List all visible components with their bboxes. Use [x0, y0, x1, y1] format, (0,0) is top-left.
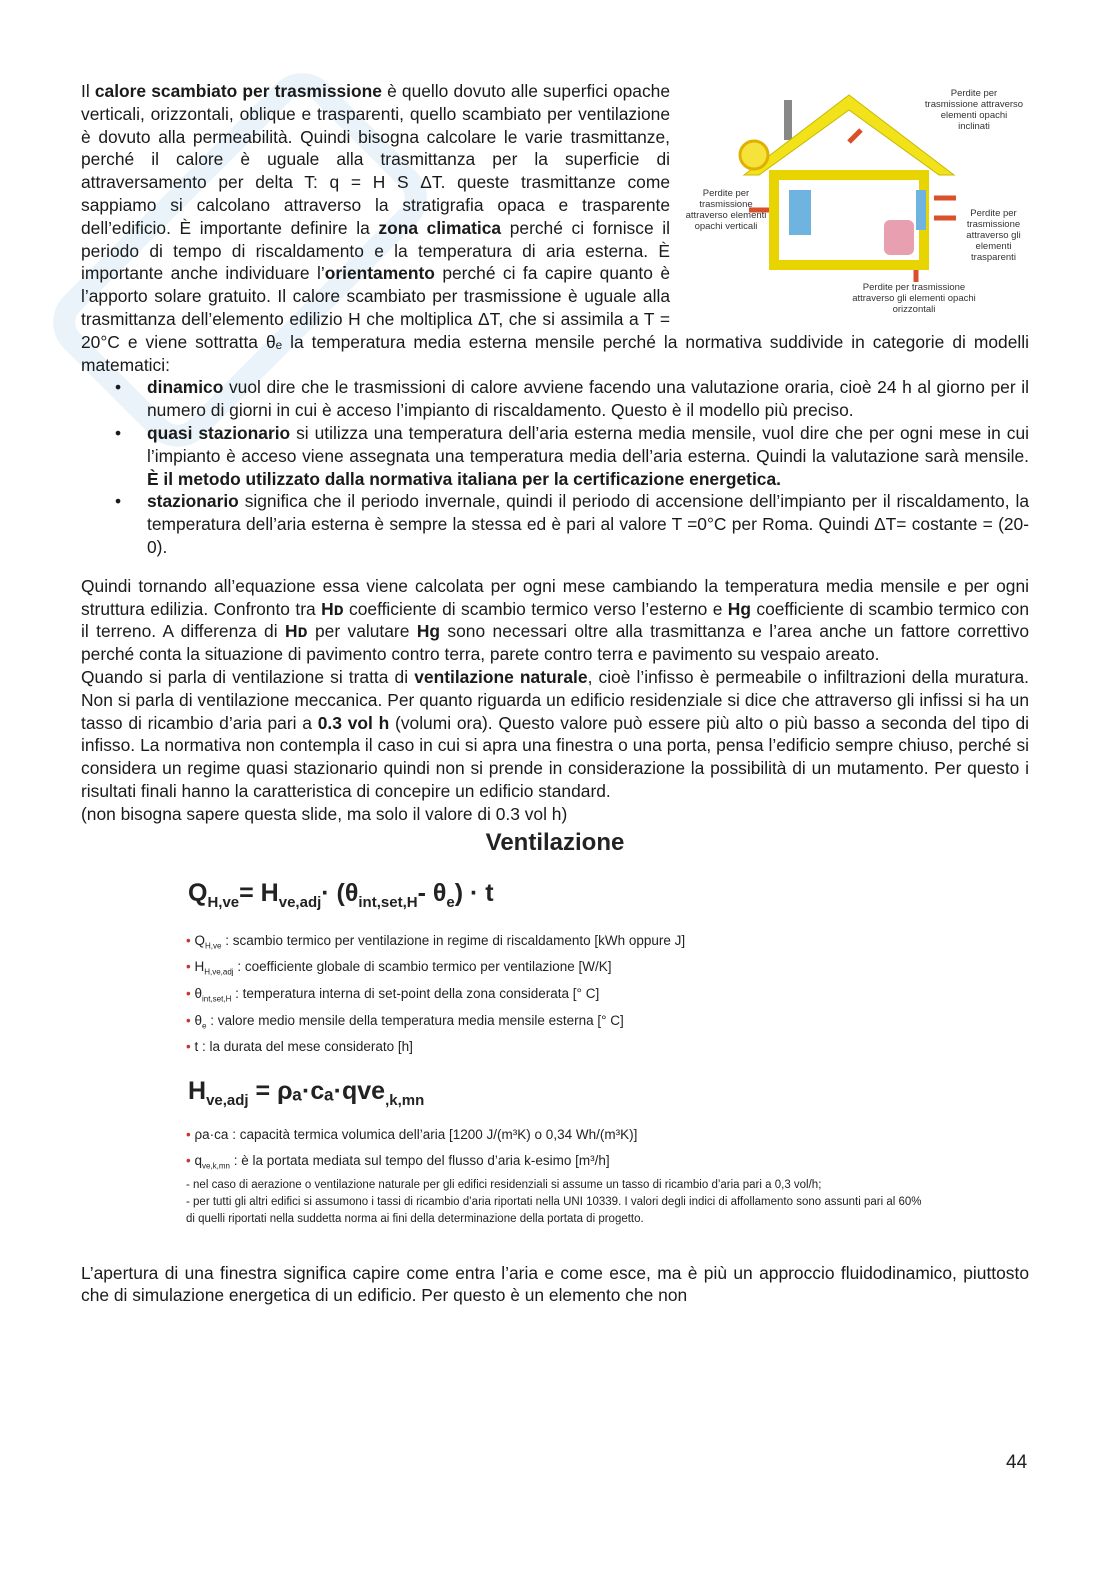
list-item-stazionario	[147, 490, 1029, 558]
bold-text: Hᴅ	[321, 598, 344, 619]
label-horizontal-loss: Perdite per trasmissione attraverso gli elementi opachi orizzontali	[852, 282, 976, 315]
model-list	[81, 376, 1029, 558]
text-segment: Quindi tornando all’equazione essa viene calcolata per ogni mese cambiando la temperatura media mensile e per ogni struttura edilizia. Confronto tra	[81, 575, 1029, 619]
definition-item: • $Q_{H,ve}$ : scambio termico per ventilazione in regime di riscaldamento [kWh oppure J]	[186, 932, 686, 951]
text-segment: per valutare	[307, 621, 417, 642]
bold-text: Hg	[416, 621, 440, 642]
paragraph-window-opening	[81, 1262, 1029, 1308]
definition-item: • $\theta_{int,set,H}$ : temperatura interna di set-point della zona considerata [° C]	[186, 985, 600, 1004]
paragraph-note	[81, 803, 1029, 826]
list-item-dinamico	[147, 376, 1029, 422]
text-segment: si utilizza una temperatura dell’aria esterna media mensile, vuol dire che per ogni mese in cui l’impianto è acceso viene assegnata una temperatura media dell’aria esterna. Quindi la valutazione sarà mensile.	[147, 422, 1030, 466]
text-segment: sono necessari oltre alla trasmittanza e l’area anche un fattore correttivo perché conta la situazione di pavimento contro terra, parete contro terra e pavimento su vespaio areato.	[81, 621, 1030, 665]
definitions-list-2	[186, 1124, 926, 1228]
definition-item: • t : la durata del mese considerato [h]	[186, 1039, 413, 1055]
heat-loss-house-figure	[684, 80, 1029, 325]
bold-text: Hᴅ	[285, 621, 308, 642]
bold-text: ventilazione naturale	[414, 666, 588, 687]
paragraph-ventilation	[81, 666, 1029, 803]
formula-hveadj: $H_{ve,adj} = \rho_a\cdot c_a\cdot qve_{,k,mn}$	[188, 1076, 425, 1109]
label-transparent-loss: Perdite per trasmissione attraverso gli elementi trasparenti	[966, 208, 1021, 263]
text-segment: significa che il periodo invernale, quindi il periodo di accensione dell’impianto per il riscaldamento, la temperatura dell’aria esterna è sempre la stessa ed è pari al valore T =0°C per Roma. Quindi ΔT= costante = (20-0).	[147, 491, 1029, 557]
formula-qhve: $Q_{H,ve}= H_{ve,adj}\cdot (\theta_{int,set,H}-$ $\theta_e) \cdot t$	[188, 878, 494, 911]
text-segment: Quando si parla di ventilazione si tratta di	[81, 666, 415, 687]
label-vertical-loss: Perdite per trasmissione attraverso elementi opachi verticali	[685, 188, 767, 232]
text-segment: Il	[81, 81, 95, 101]
text-segment: coefficiente di scambio termico con il terreno. A differenza di	[81, 598, 1029, 642]
label-inclined-loss: Perdite per trasmissione attraverso elementi opachi inclinati	[924, 88, 1024, 132]
text-segment: perché ci fa capire quanto è l’apporto solare gratuito. Il calore scambiato per trasmissione è uguale alla trasmittanza dell’elemento edilizio H che moltiplica ΔT, che si assimila a T = 20°C e viene sottratta θₑ la temperatura media esterna mensile perché la normativa suddivide in categorie di modelli matematici:	[81, 263, 1029, 375]
document-body	[81, 80, 1029, 1307]
bold-text: stazionario	[147, 491, 239, 512]
text-segment: perché ci fornisce il periodo di tempo di riscaldamento e la temperatura di aria esterna. È importante anche individuare l’	[81, 217, 670, 284]
text-segment: coefficiente di scambio termico verso l’esterno e	[343, 598, 728, 619]
ventilation-slide	[81, 828, 1029, 1252]
bold-text: 0.3 vol h	[317, 712, 390, 733]
bold-text: È il metodo utilizzato dalla normativa italiana per la certificazione energetica.	[147, 468, 781, 489]
slide-note-2: - per tutti gli altri edifici si assumono i tassi di ricambio d’aria riportati nella UNI 10339. I valori degli indici di affollamento sono assunti pari al 60% di quelli riportati nella suddetta norma ai fini della determinazione della portata di progetto.	[186, 1195, 922, 1225]
text-segment: (non bisogna sapere questa slide, ma solo il valore di 0.3 vol h)	[81, 803, 568, 824]
bold-text: calore scambiato per trasmissione	[94, 81, 382, 101]
definition-item: • ρa·ca : capacità termica volumica dell’aria [1200 J/(m³K) o 0,34 Wh/(m³K)]	[186, 1126, 638, 1142]
slide-title: Ventilazione	[485, 828, 625, 856]
slide-note-1: - nel caso di aerazione o ventilazione naturale per gli edifici residenziali si assume un tasso di ricambio d’aria pari a 0,3 vol/h;	[186, 1178, 822, 1191]
page-number: 44	[1006, 1452, 1028, 1473]
definitions-list-1	[186, 930, 685, 1063]
text-segment: L’apertura di una finestra significa capire come entra l’aria e come esce, ma è più un approccio fluidodinamico, piuttosto che di simulazione energetica di un edificio. Per questo è un elemento che non	[81, 1262, 1029, 1306]
definition-item: • $q_{ve,k,mn}$ : è la portata mediata sul tempo del flusso d’aria k-esimo [m³/h]	[186, 1153, 610, 1171]
definition-item: • $\theta_e$ : valore medio mensile della temperatura media mensile esterna [° C]	[186, 1012, 624, 1031]
text-segment: (volumi ora). Questo valore può essere più alto o più basso a seconda del tipo di infisso. La normativa non contempla il caso in cui si apra una finestra o una porta, pensa l’edificio sempre chiuso, perché si considera un regime quasi stazionario quindi non si prende in considerazione la possibilità di un mutamento. Per questo i risultati finali hanno la caratteristica di concepire un edificio standard.	[81, 712, 1030, 801]
bold-text: Hg	[727, 598, 751, 619]
bold-text: dinamico	[147, 377, 224, 398]
paragraph-hd-hg	[81, 575, 1029, 666]
list-item-quasi-stazionario	[147, 422, 1029, 490]
text-segment: è quello dovuto alle superfici opache verticali, orizzontali, oblique e trasparenti, quello scambiato per ventilazione è dovuto alla permeabilità. Quindi bisogna calcolare le varie trasmittanze, perché il calore è uguale alla trasmittanza per la superficie di attraversamento per delta T: q = H S ΔT. queste trasmittanze come sappiamo si calcolano attraverso la stratigrafia opaca e trasparente dell’edificio. È importante definire la	[81, 81, 670, 238]
text-segment: , cioè l’infisso è permeabile o infiltrazioni della muratura. Non si parla di ventilazione meccanica. Per quanto riguarda un edificio residenziale si dice che attraverso gli infissi si ha un tasso di ricambio d’aria pari a	[81, 666, 1030, 733]
text-segment: vuol dire che le trasmissioni di calore avviene facendo una valutazione oraria, cioè 24 h al giorno per il numero di giorni in cui è acceso l’impianto di riscaldamento. Questo è il modello più preciso.	[147, 377, 1029, 421]
bold-text: quasi stazionario	[147, 422, 291, 443]
definition-item: • $H_{H,ve,adj}$ : coefficiente globale di scambio termico per ventilazione [W/K]	[186, 959, 612, 977]
bold-text: zona climatica	[378, 217, 502, 238]
bold-text: orientamento	[324, 263, 435, 284]
